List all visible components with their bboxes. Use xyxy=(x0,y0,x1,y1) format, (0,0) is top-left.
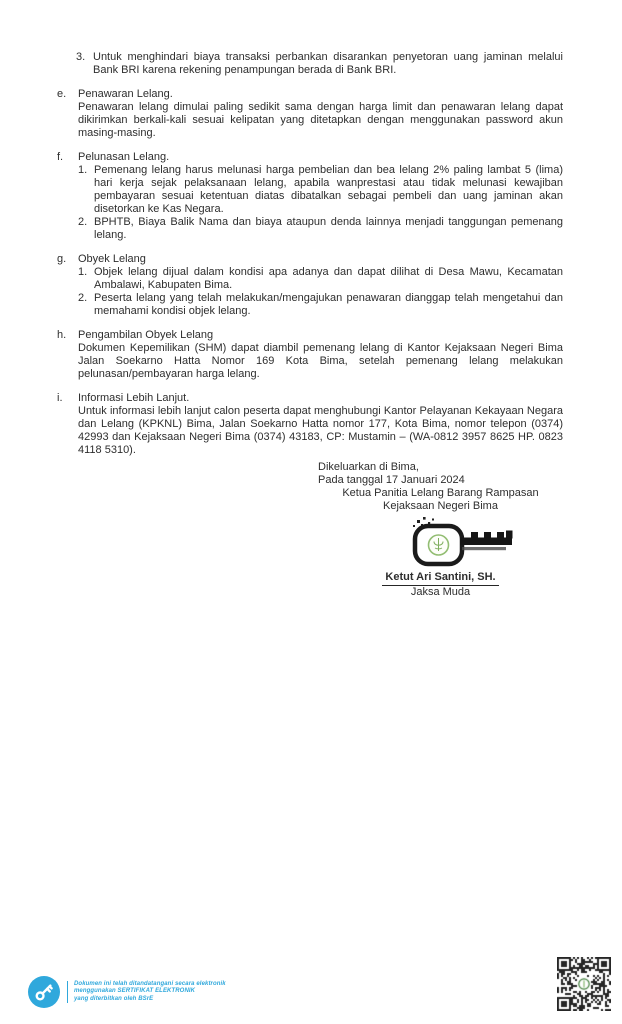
section-letter: f. xyxy=(57,151,64,163)
section-title: Pelunasan Lelang. xyxy=(78,151,170,163)
section-letter: i. xyxy=(57,392,63,404)
section-pengambilan-obyek-lelang xyxy=(57,329,563,381)
signer-name: Ketut Ari Santini, SH. xyxy=(318,571,563,586)
committee-title: Ketua Panitia Lelang Barang Rampasan xyxy=(342,487,539,499)
list-item xyxy=(78,216,563,242)
section-title: Obyek Lelang xyxy=(78,253,146,265)
list-item-text: Peserta lelang yang telah melakukan/mengajukan penawaran dianggap telah mengetahui dan memahami kondisi objek lelang. xyxy=(94,292,563,317)
list-item-number: 3. xyxy=(76,51,86,63)
list-item-number: 1. xyxy=(78,164,88,176)
bsre-key-icon xyxy=(28,976,60,1008)
section-title: Penawaran Lelang. xyxy=(78,88,173,100)
section-title: Informasi Lebih Lanjut. xyxy=(78,392,190,404)
list-item-text: BPHTB, Biaya Balik Nama dan biaya ataupun denda lainnya menjadi tanggungan pemenang lelang. xyxy=(94,216,563,241)
list-item-text: Pemenang lelang harus melunasi harga pembelian dan bea lelang 2% paling lambat 5 (lima) hari kerja sejak pelaksanaan lelang, apabila wanprestasi atau tidak melunasi kewajiban pembayaran sesuai ketentuan diatas dibatalkan sebagai pembeli dan uang jaminan akan disetorkan ke Kas Negara. xyxy=(94,164,563,215)
esign-footer-text xyxy=(67,981,226,1004)
esign-footer-line2: menggunakan SERTIFIKAT ELEKTRONIK xyxy=(74,988,196,995)
list-item-text: Objek lelang dijual dalam kondisi apa adanya dan dapat dilihat di Desa Mawu, Kecamatan Ambalawi, Kabupaten Bima. xyxy=(94,266,563,291)
list-item xyxy=(78,292,563,318)
esign-footer-line1: Dokumen ini telah ditandatangani secara elektronik xyxy=(74,980,226,987)
list-item xyxy=(78,266,563,292)
list-item xyxy=(78,164,563,216)
document-body xyxy=(57,51,563,457)
section-obyek-lelang xyxy=(57,253,563,318)
list-item-text: Untuk menghindari biaya transaksi perbankan disarankan penyetoran uang jaminan melalui Bank BRI karena rekening penampungan berada di Bank BRI. xyxy=(93,51,563,76)
section-penawaran-lelang xyxy=(57,88,563,140)
section-pelunasan-lelang xyxy=(57,151,563,242)
stamp-microtext xyxy=(462,547,506,550)
list-item-number: 1. xyxy=(78,266,88,278)
list-item-number: 2. xyxy=(78,292,88,304)
esign-footer-line3: yang diterbitkan oleh BSrE xyxy=(74,995,154,1002)
list-item-number: 2. xyxy=(78,216,88,228)
section-paragraph: Untuk informasi lebih lanjut calon peserta dapat menghubungi Kantor Pelayanan Kekayaan Negara dan Lelang (KPKNL) Bima, Jalan Soekarno Hatta nomor 177, Kota Bima, nomor telepon (0374) 42993 dan Kejaksaan Negeri Bima (0374) 43183, CP: Mustamin – (WA-0812 3957 8625 HP. 0823 4118 5310). xyxy=(78,405,563,456)
section-letter: e. xyxy=(57,88,67,100)
esign-key-stamp-icon xyxy=(338,516,583,570)
list-item xyxy=(76,51,563,77)
issued-date: Pada tanggal 17 Januari 2024 xyxy=(318,474,465,486)
section-paragraph: Penawaran lelang dimulai paling sedikit sama dengan harga limit dan penawaran lelang dapat dikirimkan berkali-kali sesuai kelipatan yang ditetapkan dengan menggunakan password akun masing-masing. xyxy=(78,101,563,139)
esign-footer xyxy=(28,976,226,1008)
office-name: Kejaksaan Negeri Bima xyxy=(383,500,498,512)
section-letter: g. xyxy=(57,253,67,265)
section-informasi-lebih-lanjut xyxy=(57,392,563,457)
issued-place: Dikeluarkan di Bima, xyxy=(318,461,419,473)
qr-code xyxy=(557,957,611,1011)
section-paragraph: Dokumen Kepemilikan (SHM) dapat diambil pemenang lelang di Kantor Kejaksaan Negeri Bima Jalan Soekarno Hatta Nomor 169 Kota Bima, setelah pemenang lelang melakukan pelunasan/pembayaran harga lelang. xyxy=(78,342,563,380)
signature-block xyxy=(318,461,563,599)
signer-title: Jaksa Muda xyxy=(410,585,471,598)
section-title: Pengambilan Obyek Lelang xyxy=(78,329,214,341)
section-letter: h. xyxy=(57,329,67,341)
